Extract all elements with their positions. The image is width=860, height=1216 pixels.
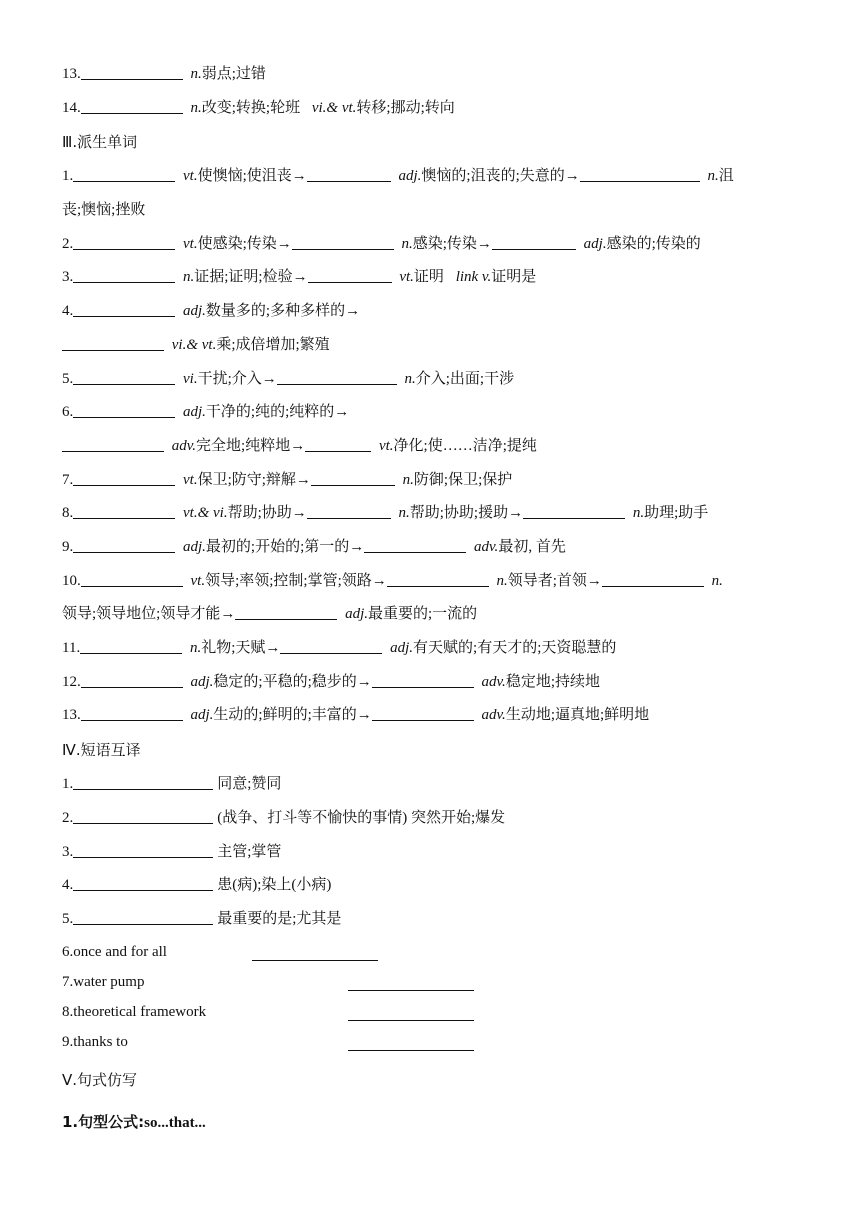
answer-blank[interactable] <box>348 1005 474 1021</box>
answer-blank[interactable] <box>372 705 474 721</box>
part-of-speech: vt.& vi. <box>183 505 228 522</box>
answer-blank[interactable] <box>73 402 175 418</box>
phrase-meaning: (战争、打斗等不愉快的事情) 突然开始;爆发 <box>217 809 506 826</box>
pattern-formula: so...that... <box>144 1114 206 1131</box>
part-of-speech: vt. <box>183 168 198 185</box>
answer-blank[interactable] <box>277 369 397 385</box>
derivative-item-2 <box>62 228 802 262</box>
part-of-speech: n. <box>190 99 202 116</box>
part-of-speech: adj. <box>345 606 369 623</box>
section-heading-derivatives: Ⅲ.派生单词 <box>62 133 138 152</box>
answer-blank[interactable] <box>372 672 474 688</box>
answer-blank[interactable] <box>311 470 395 486</box>
part-of-speech: vt. <box>190 572 206 589</box>
answer-blank[interactable] <box>292 234 394 250</box>
answer-blank[interactable] <box>73 369 175 385</box>
english-phrase: 9.thanks to <box>62 1033 128 1050</box>
answer-blank[interactable] <box>307 503 391 519</box>
part-of-speech: n. <box>190 66 202 82</box>
phrase-item-6 <box>62 937 802 967</box>
phrase-item-9 <box>62 1027 802 1057</box>
derivative-item-5 <box>62 363 802 397</box>
answer-blank[interactable] <box>580 166 700 182</box>
definition: 保卫;防守;辩解→ <box>197 471 311 488</box>
part-of-speech: vt. <box>183 471 198 488</box>
definition: 生动的;鲜明的;丰富的→ <box>213 707 372 724</box>
answer-blank[interactable] <box>73 470 175 486</box>
part-of-speech: adj. <box>398 168 422 185</box>
definition: 干扰;介入→ <box>197 370 277 387</box>
answer-blank[interactable] <box>73 875 213 891</box>
answer-blank[interactable] <box>73 503 175 519</box>
part-of-speech: adj. <box>583 235 607 252</box>
answer-blank[interactable] <box>348 975 474 991</box>
definition: 证明是 <box>491 269 537 286</box>
phrase-item-7 <box>62 967 802 997</box>
item-number: 3. <box>62 843 74 860</box>
part-of-speech: n. <box>711 572 723 589</box>
answer-blank[interactable] <box>81 571 183 587</box>
answer-blank[interactable] <box>73 301 175 317</box>
answer-blank[interactable] <box>235 604 337 620</box>
answer-blank[interactable] <box>308 267 392 283</box>
answer-blank[interactable] <box>73 537 175 553</box>
answer-blank[interactable] <box>73 166 175 182</box>
phrase-meaning: 患(病);染上(小病) <box>217 877 332 894</box>
derivative-item-11 <box>62 632 802 666</box>
item-number: 9. <box>62 538 74 555</box>
derivative-item-8 <box>62 497 802 531</box>
definition: 助理;助手 <box>644 505 709 522</box>
answer-blank[interactable] <box>73 808 213 824</box>
definition: 感染;传染→ <box>412 235 492 252</box>
derivative-item-12 <box>62 666 802 700</box>
item-number: 14. <box>62 99 81 116</box>
definition: 生动地;逼真地;鲜明地 <box>505 707 650 724</box>
phrase-meaning: 最重要的是;尤其是 <box>217 910 342 927</box>
part-of-speech: adj. <box>183 404 206 421</box>
section-heading-sentence-imitation: Ⅴ.句式仿写 <box>62 1070 138 1089</box>
item-number: 8. <box>62 505 74 522</box>
part-of-speech: n. <box>401 235 413 252</box>
answer-blank[interactable] <box>73 234 175 250</box>
definition: 干净的;纯的;纯粹的→ <box>205 404 350 421</box>
part-of-speech: n. <box>189 640 202 657</box>
definition: 介入;出面;干涉 <box>415 370 515 387</box>
derivative-item-4 <box>62 295 802 329</box>
answer-blank[interactable] <box>523 503 625 519</box>
pattern-label: 1.句型公式: <box>62 1112 145 1131</box>
phrase-meaning: 主管;掌管 <box>217 843 282 860</box>
answer-blank[interactable] <box>62 335 164 351</box>
definition-continued: 领导;领导地位;领导才能→ <box>62 606 236 623</box>
definition: 帮助;协助→ <box>227 505 307 522</box>
part-of-speech: vt. <box>399 269 414 286</box>
part-of-speech: link v. <box>455 269 492 286</box>
vocab-item-13 <box>62 58 802 92</box>
vocab-item-14 <box>62 92 802 126</box>
phrase-item-1 <box>62 768 802 802</box>
answer-blank[interactable] <box>252 945 378 961</box>
answer-blank[interactable] <box>80 638 182 654</box>
definition: 净化;使……洁净;提纯 <box>393 437 537 454</box>
english-phrase: 7.water pump <box>62 973 145 990</box>
answer-blank[interactable] <box>307 166 391 182</box>
item-number: 2. <box>62 809 74 826</box>
derivative-item-6 <box>62 396 802 430</box>
answer-blank[interactable] <box>602 571 704 587</box>
part-of-speech: n. <box>404 370 416 387</box>
definition: 领导者;首领→ <box>507 572 602 589</box>
definition: 转移;挪动;转向 <box>356 99 455 116</box>
item-number: 7. <box>62 471 74 488</box>
answer-blank[interactable] <box>280 638 382 654</box>
part-of-speech: adv. <box>481 673 506 690</box>
part-of-speech: n. <box>632 505 645 522</box>
sentence-pattern-1 <box>62 1106 802 1140</box>
definition: 懊恼的;沮丧的;失意的→ <box>421 168 580 185</box>
part-of-speech: adj. <box>190 673 214 690</box>
phrase-item-2 <box>62 802 802 836</box>
definition: 礼物;天赋→ <box>201 640 281 657</box>
part-of-speech: n. <box>707 168 719 185</box>
derivative-item-10 <box>62 565 802 632</box>
definition: 使感染;传染→ <box>197 235 292 252</box>
definition: 最重要的;一流的 <box>368 606 478 623</box>
answer-blank[interactable] <box>73 842 213 858</box>
part-of-speech: adj. <box>390 640 414 657</box>
item-number: 10. <box>62 572 81 589</box>
definition: 改变;转换;轮班 <box>201 99 301 116</box>
answer-blank[interactable] <box>73 774 213 790</box>
part-of-speech: adj. <box>183 538 206 555</box>
item-number: 13. <box>62 66 81 82</box>
definition: 沮 <box>718 168 734 185</box>
item-number: 5. <box>62 370 74 387</box>
item-number: 6. <box>62 404 74 421</box>
part-of-speech: adv. <box>171 437 197 454</box>
definition-continued: 丧;懊恼;挫败 <box>62 202 146 219</box>
part-of-speech: vt. <box>378 437 394 454</box>
part-of-speech: vt. <box>183 235 198 252</box>
english-phrase: 6.once and for all <box>62 943 167 960</box>
definition: 乘;成倍增加;繁殖 <box>216 336 330 353</box>
part-of-speech: vi. <box>183 370 198 387</box>
phrase-item-8 <box>62 997 802 1027</box>
derivative-item-13 <box>62 699 802 733</box>
phrase-meaning: 同意;赞同 <box>217 776 282 793</box>
definition: 最初, 首先 <box>498 538 566 555</box>
part-of-speech: adj. <box>190 707 214 724</box>
item-number: 2. <box>62 235 74 252</box>
part-of-speech: n. <box>402 471 414 488</box>
item-number: 12. <box>62 673 81 690</box>
phrase-item-5 <box>62 903 802 937</box>
definition: 最初的;开始的;第一的→ <box>205 538 365 555</box>
part-of-speech: n. <box>398 505 410 522</box>
definition: 证明 <box>413 269 444 286</box>
answer-blank[interactable] <box>81 672 183 688</box>
answer-blank[interactable] <box>387 571 489 587</box>
part-of-speech: n. <box>496 572 508 589</box>
definition: 稳定的;平稳的;稳步的→ <box>213 673 372 690</box>
item-number: 4. <box>62 303 74 320</box>
definition: 稳定地;持续地 <box>505 673 600 690</box>
english-phrase: 8.theoretical framework <box>62 1003 207 1020</box>
definition: 感染的;传染的 <box>606 235 701 252</box>
derivative-item-7 <box>62 464 802 498</box>
item-number: 5. <box>62 910 74 927</box>
item-number: 13. <box>62 707 81 724</box>
answer-blank[interactable] <box>81 64 183 80</box>
derivative-item-9 <box>62 531 802 565</box>
part-of-speech: vi.& vt. <box>311 99 357 116</box>
phrase-item-3 <box>62 836 802 870</box>
derivative-item-1 <box>62 160 802 227</box>
definition: 有天赋的;有天才的;天资聪慧的 <box>413 640 617 657</box>
section-heading-phrase-translation: Ⅳ.短语互译 <box>62 741 141 760</box>
item-number: 3. <box>62 269 74 286</box>
answer-blank[interactable] <box>81 705 183 721</box>
derivative-item-3 <box>62 261 802 295</box>
definition: 证据;证明;检验→ <box>194 269 308 286</box>
answer-blank[interactable] <box>348 1035 474 1051</box>
definition: 领导;率领;控制;掌管;领路→ <box>205 572 387 589</box>
derivative-item-6-continued <box>62 430 802 464</box>
item-number: 1. <box>62 776 74 793</box>
answer-blank[interactable] <box>81 98 183 114</box>
answer-blank[interactable] <box>305 436 371 452</box>
answer-blank[interactable] <box>364 537 466 553</box>
part-of-speech: n. <box>183 269 195 286</box>
definition: 数量多的;多种多样的→ <box>205 303 361 320</box>
phrase-item-4 <box>62 869 802 903</box>
answer-blank[interactable] <box>62 436 164 452</box>
definition: 完全地;纯粹地→ <box>196 437 306 454</box>
answer-blank[interactable] <box>492 234 576 250</box>
definition: 防御;保卫;保护 <box>413 471 513 488</box>
answer-blank[interactable] <box>73 909 213 925</box>
part-of-speech: adv. <box>481 707 506 724</box>
derivative-item-4-continued <box>62 329 802 363</box>
worksheet-page <box>62 58 802 1139</box>
item-number: 4. <box>62 877 74 894</box>
item-number: 1. <box>62 168 74 185</box>
definition: 帮助;协助;援助→ <box>409 505 524 522</box>
item-number: 11. <box>62 640 81 657</box>
part-of-speech: adv. <box>474 538 499 555</box>
answer-blank[interactable] <box>73 267 175 283</box>
part-of-speech: vi.& vt. <box>171 336 217 353</box>
definition: 弱点;过错 <box>201 66 266 82</box>
part-of-speech: adj. <box>183 303 206 320</box>
definition: 使懊恼;使沮丧→ <box>197 168 307 185</box>
